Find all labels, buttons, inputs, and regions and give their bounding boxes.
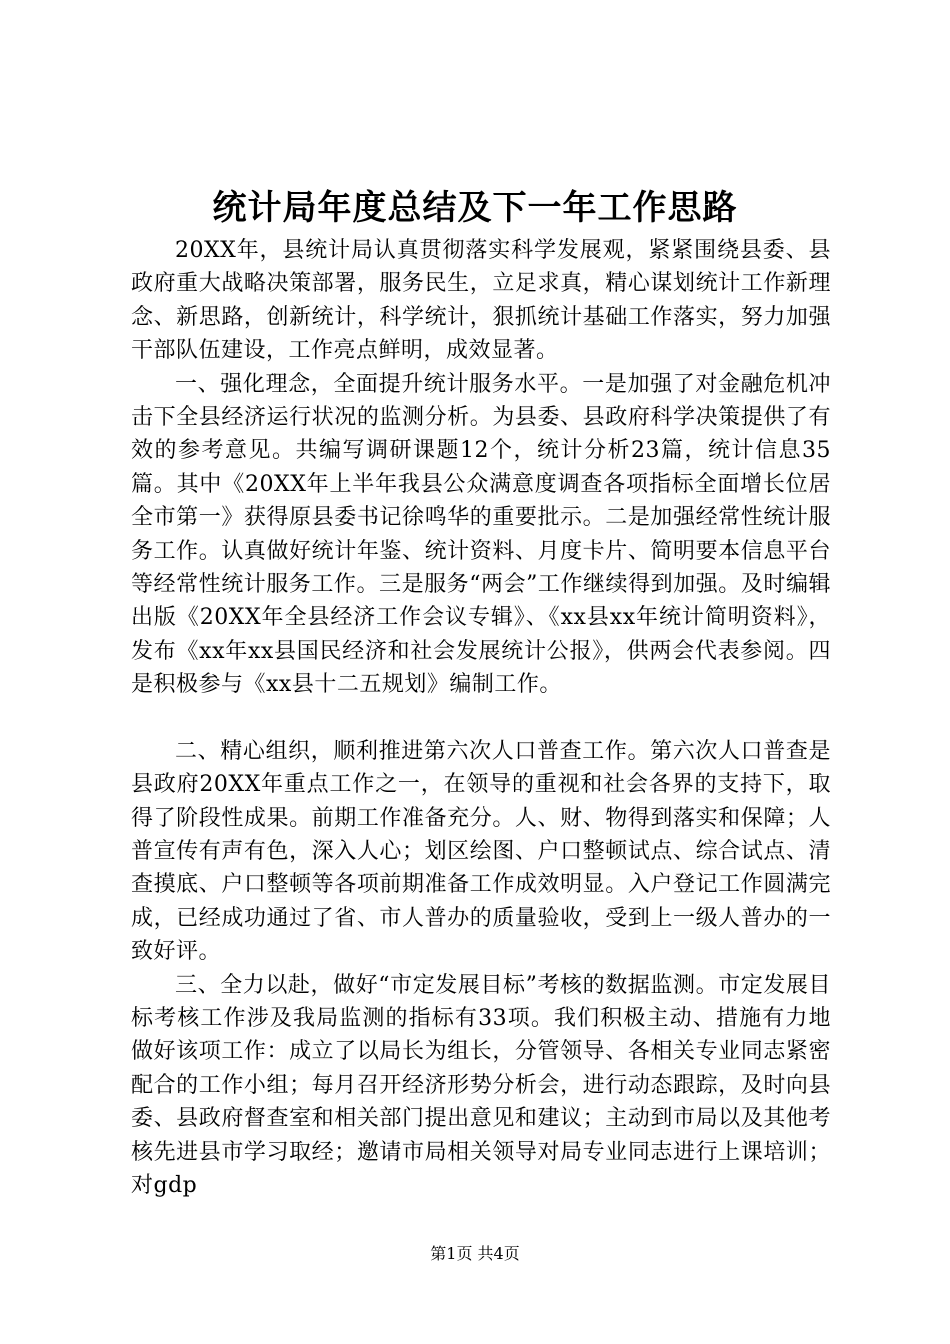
paragraph-intro: 20XX年，县统计局认真贯彻落实科学发展观，紧紧围绕县委、县政府重大战略决策部署，服务民生，立足求真，精心谋划统计工作新理念、新思路，创新统计，科学统计，狠抓统计基础工作落实，努力加强干部队伍建设，工作亮点鲜明，成效显著。 (131, 238, 831, 364)
paragraph-section-3: 三、全力以赴，做好“市定发展目标”考核的数据监测。市定发展目标考核工作涉及我局监测的指标有33项。我们积极主动、措施有力地做好该项工作：成立了以局长为组长，分管领导、各相关专业同志紧密配合的工作小组；每月召开经济形势分析会，进行动态跟踪，及时向县委、县政府督查室和相关部门提出意见和建议；主动到市局以及其他考核先进县市学习取经；邀请市局相关领导对局专业同志进行上课培训；对gdp (131, 972, 831, 1198)
document-body (131, 234, 831, 1202)
paragraph-section-2: 二、精心组织，顺利推进第六次人口普查工作。第六次人口普查是县政府20XX年重点工作之一，在领导的重视和社会各界的支持下，取得了阶段性成果。前期工作准备充分。人、财、物得到落实和保障；人普宣传有声有色，深入人心；划区绘图、户口整顿试点、综合试点、清查摸底、户口整顿等各项前期准备工作成效明显。入户登记工作圆满完成，已经成功通过了省、市人普办的质量验收，受到上一级人普办的一致好评。 (131, 738, 831, 965)
page-footer: 第1页 共4页 (430, 1244, 520, 1263)
document-title: 统计局年度总结及下一年工作思路 (212, 188, 738, 228)
paragraph-section-1: 一、强化理念，全面提升统计服务水平。一是加强了对金融危机冲击下全县经济运行状况的监测分析。为县委、县政府科学决策提供了有效的参考意见。共编写调研课题12个，统计分析23篇，统计信息35篇。其中《20XX年上半年我县公众满意度调查各项指标全面增长位居全市第一》获得原县委书记徐鸣华的重要批示。二是加强经常性统计服务工作。认真做好统计年鉴、统计资料、月度卡片、简明要本信息平台等经常性统计服务工作。三是服务“两会”工作继续得到加强。及时编辑出版《20XX年全县经济工作会议专辑》、《xx县xx年统计简明资料》，发布《xx年xx县国民经济和社会发展统计公报》，供两会代表参阅。四是积极参与《xx县十二五规划》编制工作。 (131, 371, 831, 698)
